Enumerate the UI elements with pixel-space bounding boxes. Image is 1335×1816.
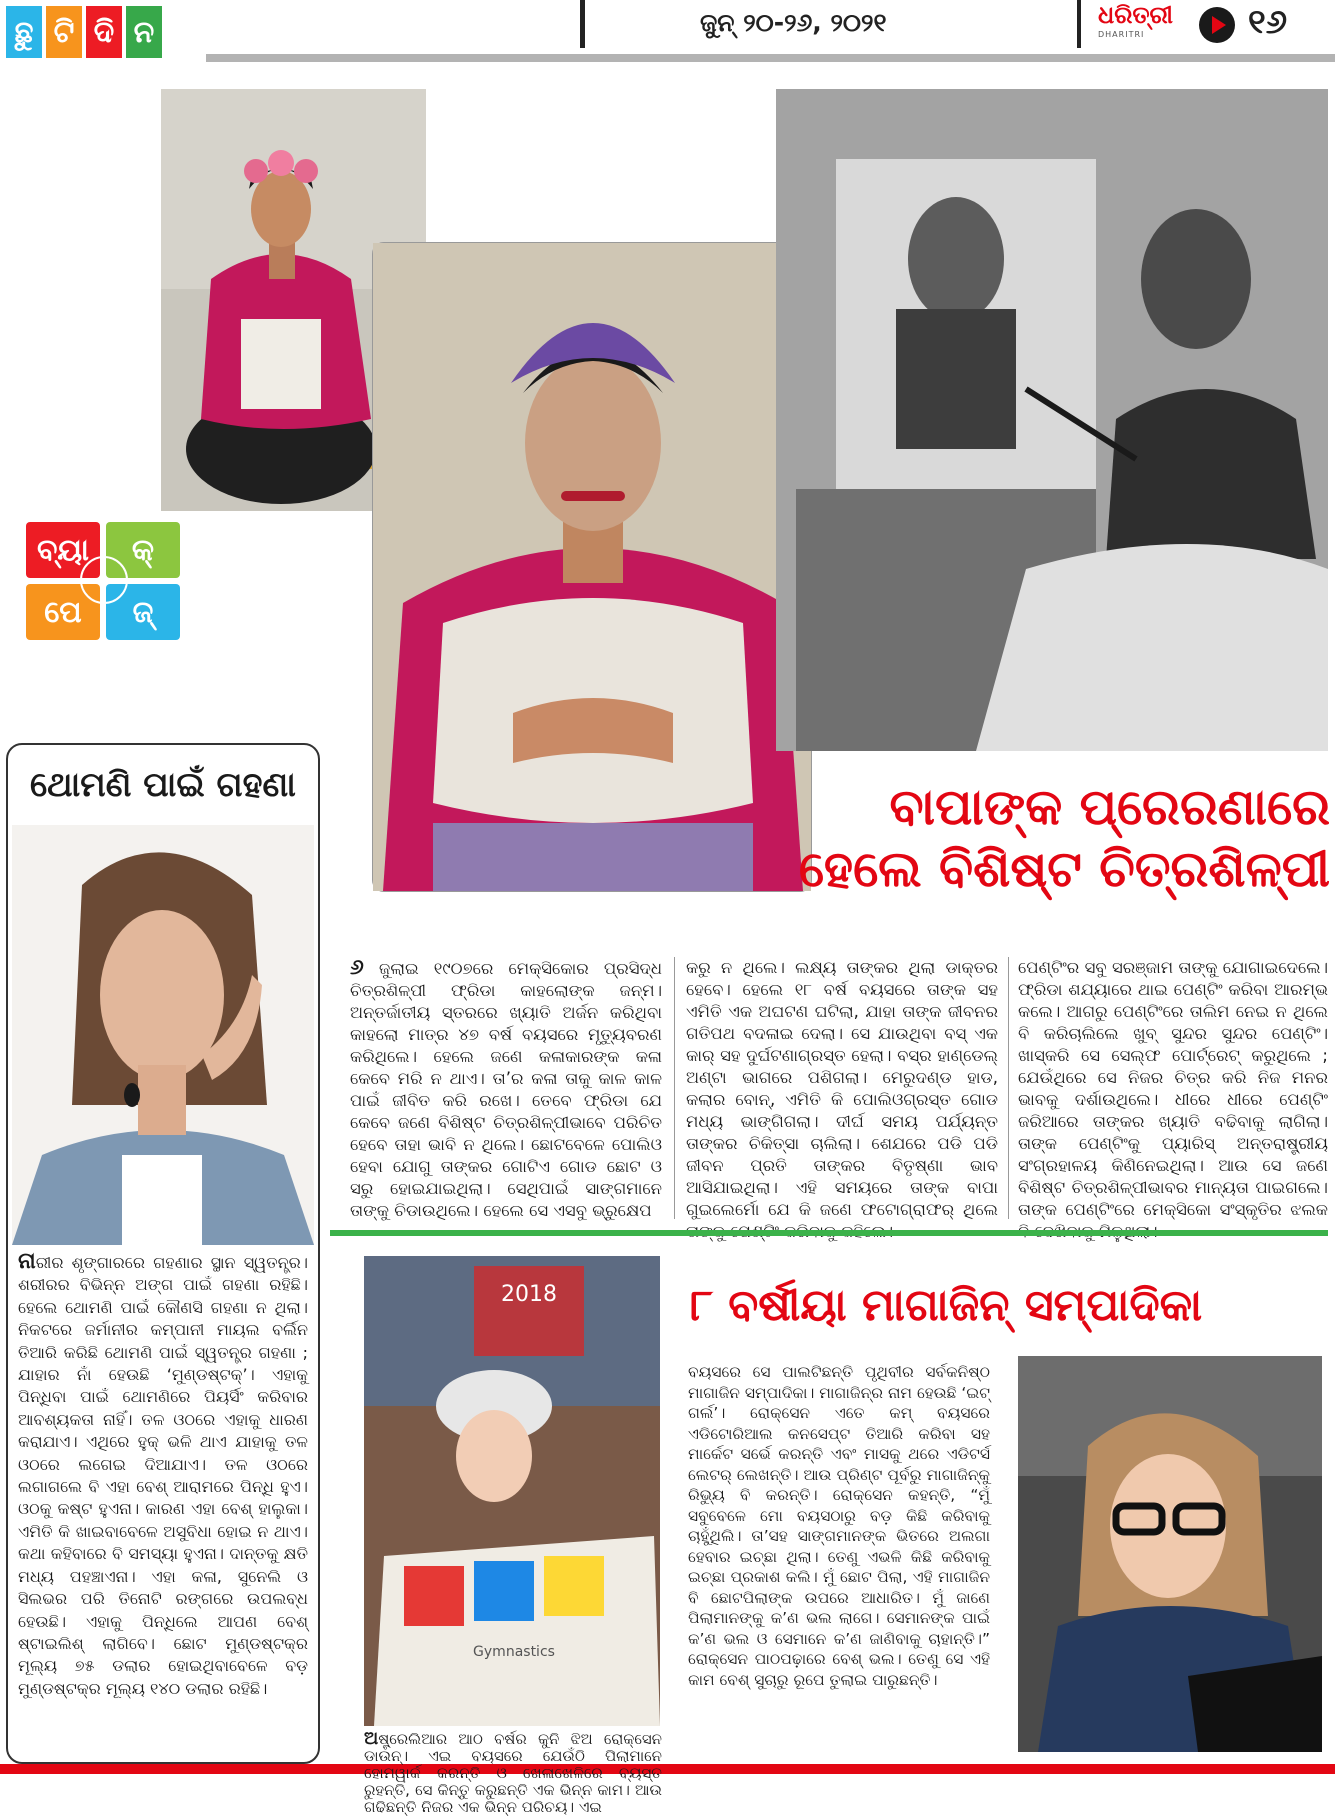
brand-logo — [1098, 0, 1188, 48]
editor-col-1-visible — [364, 1728, 662, 1816]
frida-headline-line-1: ବାପାଙ୍କ ପ୍ରେରଣାରେ — [889, 778, 1330, 836]
editor-drop-cap: ଅ — [364, 1728, 379, 1749]
frida-photo-painting — [776, 89, 1328, 751]
editor-headline: ୮ ବର୍ଷୀୟା ମାଗାଜିନ୍ ସମ୍ପାଦିକା — [690, 1280, 1203, 1331]
page-number: ୧୬ — [1248, 2, 1288, 42]
editor-col-2-text: ବୟସରେ ସେ ପାଲଟିଛନ୍ତି ପୃଥିବୀର ସର୍ବକନିଷ୍ଠ ମାଗାଜିନ ସମ୍ପାଦିକା। ମାଗାଜିନ୍‌ର ନାମ ହେଉଛି ‘ଇଟ୍ ଗର୍ଲ’। ରୋକ୍ସେନ ଏତେ କମ୍ ବୟସରେ ଏଡିଟୋରିଆଲ କନସେପ୍ଟ ତିଆରି କରିବା ସହ ମାର୍କେଟ ସର୍ଭେ କରନ୍ତି ଏବଂ ମାସକୁ ଥରେ ଏଡିଟର୍ସ ଲେଟର୍ ଲେଖନ୍ତି। ଆଉ ପ୍ରିଣ୍ଟ ପୂର୍ବରୁ ମାଗାଜିନ୍‌କୁ ରିଭ୍ୟୁ ବି କରନ୍ତି। ରୋକ୍ସେନ କହନ୍ତି, “ମୁଁ ସବୁବେଳେ ମୋ ବୟସଠାରୁ ବଡ଼ କିଛି କରିବାକୁ ଚାହୁଁଥିଲି। ତା’ସହ ସାଙ୍ଗମାନଙ୍କ ଭିତରେ ଅଲଗା ହେବାର ଇଚ୍ଛା ଥିଲା। ତେଣୁ ଏଭଳି କିଛି କରିବାକୁ ଇଚ୍ଛା ପ୍ରକାଶ କଲି। ମୁଁ ଛୋଟ ପିଲା, ଏହି ମାଗାଜିନ ବି ଛୋଟପିଲାଙ୍କ ଉପରେ ଆଧାରିତ। ମୁଁ ଜାଣେ ପିଲାମାନଙ୍କୁ କ’ଣ ଭଲ ଲାଗେ। ସେମାନଙ୍କ ପାଇଁ କ’ଣ ଭଲ ଓ ସେମାନେ କ’ଣ ଜାଣିବାକୁ ଚାହାନ୍ତି।” ରୋକ୍ସେନ ପାଠପଢ଼ାରେ ବେଶ୍ ଭଲ। ତେଣୁ ସେ ଏହି କାମ ବେଶ୍ ସୁଚାରୁ ରୂପେ ତୁଲାଇ ପାରୁଛନ୍ତି। — [688, 1363, 990, 1689]
frida-col-1 — [350, 957, 662, 1221]
frida-drop-cap: ୬ — [350, 955, 364, 980]
magazine-brand: Gymnastics — [473, 1644, 555, 1660]
sidebar-text: ରୀର ଶୃଙ୍ଗାରରେ ଗହଣାର ସ୍ଥାନ ସ୍ୱତନ୍ତ୍ର। ଶରୀରର ବିଭିନ୍ନ ଅଙ୍ଗ ପାଇଁ ଗହଣା ରହିଛି। ହେଲେ ଥୋମଣି ପାଇଁ କୌଣସି ଗହଣା ନ ଥିଲା। ନିକଟରେ ଜର୍ମାନୀର କମ୍ପାନୀ ମାୟଲ ବର୍ଲିନ ତିଆରି କରିଛି ଥୋମଣି ପାଇଁ ସ୍ୱତନ୍ତ୍ର ଗହଣା ; ଯାହାର ନାଁ ହେଉଛି ‘ମୁଣ୍ଡଷ୍ଟକ୍’। ଏହାକୁ ପିନ୍ଧିବା ପାଇଁ ଥୋମଣିରେ ପିୟର୍ସିଂ କରିବାର ଆବଶ୍ୟକତା ନାହିଁ। ତଳ ଓଠରେ ଏହାକୁ ଧାରଣ କରାଯାଏ। ଏଥିରେ ହୁକ୍ ଭଳି ଥାଏ ଯାହାକୁ ତଳ ଓଠରେ ଲଗେଇ ଦିଆଯାଏ। ତଳ ଓଠରେ ଲଗାଗଲେ ବି ଏହା ବେଶ୍ ଆରାମରେ ପିନ୍ଧି ହୁଏ। ଓଠକୁ କଷ୍ଟ ହୁଏନା। କାରଣ ଏହା ବେଶ୍ ହାଲୁକା। ଏମିତି କି ଖାଇବାବେଳେ ଅସୁବିଧା ହୋଇ ନ ଥାଏ। କଥା କହିବାରେ ବି ସମସ୍ୟା ହୁଏନା। ଦାନ୍ତକୁ କ୍ଷତି ମଧ୍ୟ ପହଞ୍ଚାଏନା। ଏହା କଳା, ସୁନେଲି ଓ ସିଲଭର ପରି ତିନୋଟି ରଙ୍ଗରେ ଉପଲବ୍ଧ ହେଉଛି। ଏହାକୁ ପିନ୍ଧିଲେ ଆପଣ ବେଶ୍ ଷ୍ଟାଇଲିଶ୍ ଲାଗିବେ। ଛୋଟ ମୁଣ୍ଡଷ୍ଟକ୍‌ର ମୂଲ୍ୟ ୭୫ ଡଲାର ହୋଇଥିବାବେଳେ ବଡ଼ ମୁଣ୍ଡଷ୍ଟକ୍‌ର ମୂଲ୍ୟ ୧୪୦ ଡଲାର ରହିଛି। — [18, 1253, 308, 1698]
frida-headline-line-2: ହେଲେ ବିଶିଷ୍ଟ ଚିତ୍ରଶିଳ୍ପୀ — [798, 840, 1330, 898]
editor-col-2 — [688, 1362, 990, 1754]
header-divider — [1077, 0, 1081, 48]
back-page-letter-4: ଜ୍ — [106, 584, 180, 640]
header-divider — [580, 0, 585, 48]
magazine-year: 2018 — [501, 1282, 557, 1307]
sidebar-article — [18, 1251, 308, 1700]
editor-col-1-text — [364, 1730, 662, 1816]
editor-magazine-photo — [364, 1256, 660, 1726]
back-page-letter-3: ପେ — [26, 584, 100, 640]
issue-date: ଜୁନ୍ ୨୦-୨୬, ୨୦୨୧ — [700, 8, 887, 37]
play-icon — [1198, 6, 1236, 44]
frida-col-2-text: କରୁ ନ ଥିଲେ। ଲକ୍ଷ୍ୟ ତାଙ୍କର ଥିଲା ଡାକ୍ତର ହେବେ। ହେଲେ ୧୮ ବର୍ଷ ବୟସରେ ତାଙ୍କ ସହ ଏମିତି ଏକ ଅଘଟଣ ଘଟିଲା, ଯାହା ତାଙ୍କ ଜୀବନର ଗତିପଥ ବଦଳାଇ ଦେଲା। ସେ ଯାଉଥିବା ବସ୍ ଏକ କାର୍ ସହ ଦୁର୍ଘଟଣାଗ୍ରସ୍ତ ହେଲା। ବସ୍‌ର ହାଣ୍ଡେଲ୍ ଅଣ୍ଟା ଭାଗରେ ପଶିଗଲା। ମେରୁଦଣ୍ଡ ହାଡ, କଲାର ବୋନ୍, ଏମିତି କି ପୋଲିଓଗ୍ରସ୍ତ ଗୋଡ ମଧ୍ୟ ଭାଙ୍ଗିଗଲା। ଦୀର୍ଘ ସମୟ ପର୍ଯ୍ୟନ୍ତ ତାଙ୍କର ଚିକିତ୍ସା ଚାଲିଲା। ଶେଯରେ ପଡି ପଡି ଜୀବନ ପ୍ରତି ତାଙ୍କର ବିତୃଷ୍ଣା ଭାବ ଆସିଯାଇଥିଲା। ଏହି ସମୟରେ ତାଙ୍କ ବାପା ଗୁଇଲେର୍ମୋ ଯେ କି ଜଣେ ଫଟୋଗ୍ରାଫର୍ ଥିଲେ — [686, 958, 998, 1219]
masthead-letter-3: ଦି — [86, 6, 122, 58]
sidebar-drop-cap: ନା — [18, 1249, 36, 1274]
editor-col-1-body: ଷ୍ଟ୍ରେଲିଆର ଆଠ ବର୍ଷର କୁନି ଝିଅ ରୋକ୍ସେନ ଡାଉନ୍। ଏଇ ବୟସରେ ଯେଉଁଠି ପିଲାମାନେ ହୋମୱାର୍କ କରନ୍ତି ଓ ଖେଳାଖେଳିରେ ବ୍ୟସ୍ତ ରୁହନ୍ତି, ସେ କିନ୍ତୁ କରୁଛନ୍ତି ଏକ ଭିନ୍ନ କାମ। ଆଉ ଗଢିଛନ୍ତି ନିଜର ଏକ ଭିନ୍ନ ପରିଚୟ। ଏଇ — [364, 1730, 662, 1816]
jewellery-model-photo — [12, 825, 314, 1245]
frida-col-1-text — [350, 957, 662, 1222]
frida-col-3 — [1018, 957, 1328, 1221]
brand-sub: DHARITRI — [1098, 30, 1145, 39]
back-page-badge — [26, 522, 182, 678]
frida-photo-portrait — [372, 242, 812, 892]
header-gray-rule — [206, 54, 1335, 62]
frida-col-3-text: ପେଣ୍ଟିଂର ସବୁ ସରଞ୍ଜାମ ତାଙ୍କୁ ଯୋଗାଇଦେଲେ। ଫ୍ରିଡା ଶଯ୍ୟାରେ ଥାଇ ପେଣ୍ଟିଂ କରିବା ଆରମ୍ଭ କଲେ। ଆଗରୁ ପେଣ୍ଟିଂରେ ତାଲିମ ନେଇ ନ ଥିଲେ ବି କରିଚାଲିଲେ ଖୁବ୍ ସୁନ୍ଦର ସୁନ୍ଦର ପେଣ୍ଟିଂ। ଖାସ୍‌କରି ସେ ସେଲ୍ଫ ପୋର୍ଟ୍ରେଟ୍ କରୁଥିଲେ ; ଯେଉଁଥିରେ ସେ ନିଜର ଚିତ୍ର କରି ନିଜ ମନର ଭାବକୁ ଦର୍ଶାଉଥିଲେ। ଧୀରେ ଧୀରେ ପେଣ୍ଟିଂ ଜରିଆରେ ତାଙ୍କର ଖ୍ୟାତି ବଢିବାକୁ ଲାଗିଲା। ତାଙ୍କ ପେଣ୍ଟିଂକୁ ପ୍ୟାରିସ୍ ଅନ୍ତରାଷ୍ଟ୍ରୀୟ ସଂଗ୍ରହାଳୟ କିଣିନେଇଥିଲା। ଆଉ ସେ ଜଣେ ବିଶିଷ୍ଟ ଚିତ୍ରଶିଳ୍ପୀଭାବର ମାନ୍ୟତା ପାଇଗଲେ। ତାଙ୍କ ପେଣ୍ଟିଂରେ ମେକ୍ସିକୋ ସଂସ୍କୃତିର ଝଲକ — [1018, 958, 1328, 1219]
frida-col-2 — [686, 957, 998, 1221]
editor-laptop-photo — [1018, 1356, 1322, 1752]
masthead — [6, 6, 206, 62]
frida-column-rule — [674, 957, 675, 1219]
frida-col-1-body: ଜୁଲାଇ ୧୯୦୭ରେ ମେକ୍ସିକୋର ପ୍ରସିଦ୍ଧ ଚିତ୍ରଶିଳ୍ପୀ ଫ୍ରିଡା କାହଲୋଙ୍କ ଜନ୍ମ। ଅନ୍ତର୍ଜାତୀୟ ସ୍ତରରେ ଖ୍ୟାତି ଅର୍ଜନ କରିଥିବା କାହଲୋ ମାତ୍ର ୪୭ ବର୍ଷ ବୟସରେ ମୃତ୍ୟୁବରଣ କରିଥିଲେ। ହେଲେ ଜଣେ କଳାକାରଙ୍କ କଳା କେବେ ମରି ନ ଥାଏ। ତା’ର କଳା ତାକୁ କାଳ କାଳ ପାଇଁ ଜୀବିତ କରି ରଖେ। ତେବେ ଫ୍ରିଡା ଯେ କେବେ ଜଣେ ବିଶିଷ୍ଟ ଚିତ୍ରଶିଳ୍ପୀଭାବେ ପରିଚିତ ହେବେ ତାହା ଭାବି ନ ଥିଲେ। ଛୋଟବେଳେ ପୋଲିଓ ହେବା ଯୋଗୁ ତାଙ୍କର ଗୋଟିଏ ଗୋଡ ଛୋଟ ଓ ସରୁ ହୋଇଯାଇଥିଲା। ସେଥିପାଇଁ ସାଙ୍ଗମାନେ ତାଙ୍କୁ ଚିଡାଉଥିଲେ। ହେଲେ ସେ ଏସବୁ ଭ୍ରୁକ୍ଷେପ — [350, 959, 662, 1220]
footer-rule — [0, 1764, 1335, 1774]
frida-column-rule — [1008, 957, 1009, 1219]
section-separator — [330, 1230, 1328, 1236]
back-page-letter-2: କ୍ — [106, 522, 180, 578]
frida-headline — [780, 776, 1330, 900]
back-page-ring — [80, 556, 128, 604]
sidebar-heading: ଥୋମଣି ପାଇଁ ଗହଣା — [30, 765, 296, 805]
back-page-letter-1: ବ୍ୟା — [26, 522, 100, 578]
sidebar-body — [18, 1251, 308, 1700]
masthead-letter-4: ନ — [126, 6, 162, 58]
brand-name: ଧରିତ୍ରୀ — [1098, 1, 1173, 29]
masthead-letter-2: ଟି — [46, 6, 82, 58]
sidebar-box — [6, 743, 320, 1764]
masthead-letter-1: ଛୁ — [6, 6, 42, 58]
